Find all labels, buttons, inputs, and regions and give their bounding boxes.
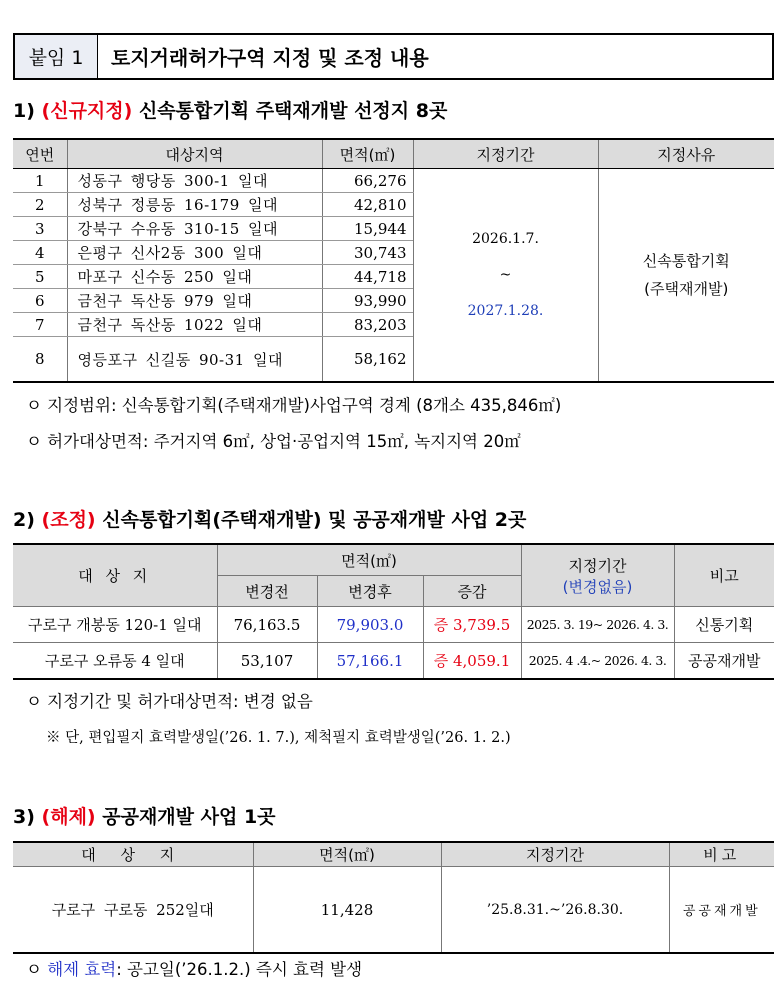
row-area: 30,743 — [322, 241, 413, 265]
row-area: 83,203 — [322, 313, 413, 337]
section2-title: 신속통합기획(주택재개발) 및 공공재개발 사업 2곳 — [102, 509, 527, 531]
col-header-period: 지정기간 — [441, 842, 669, 867]
period-header-note: (변경없음) — [562, 577, 633, 596]
table-row — [13, 867, 774, 954]
page-title: 토지거래허가구역 지정 및 조정 내용 — [111, 46, 429, 70]
table-row — [13, 607, 774, 643]
release-table — [13, 841, 774, 954]
row-no: 8 — [13, 337, 67, 383]
col-header-area: 면적(㎡) — [253, 842, 441, 867]
row-no: 2 — [13, 193, 67, 217]
release-effect-key: 해제 효력 — [47, 960, 117, 979]
row-note: 신통기획 — [674, 607, 774, 643]
release-effect-bullet — [26, 956, 362, 980]
row-period: 2025. 4 .4.~ 2026. 4. 3. — [521, 643, 674, 680]
row-area-before: 76,163.5 — [217, 607, 317, 643]
row-region: 영등포구 신길동 90-31 일대 — [67, 337, 322, 383]
col-header-diff: 증감 — [423, 576, 521, 607]
section1-heading — [13, 96, 447, 123]
row-note: 공공재개발 — [674, 643, 774, 680]
row-target: 구로구 오류동 4 일대 — [13, 643, 217, 680]
row-area: 11,428 — [253, 867, 441, 954]
row-no: 3 — [13, 217, 67, 241]
row-area-after: 79,903.0 — [317, 607, 423, 643]
table-header-row — [13, 842, 774, 867]
footnote: ※ 단, 편입필지 효력발생일(’26. 1. 7.), 제척필지 효력발생일(’26. 1. 2.) — [46, 730, 511, 746]
reason-line1: 신속통합기획 — [642, 252, 730, 270]
section1-title: 신속통합기획 주택재개발 선정지 8곳 — [138, 100, 448, 122]
no-change-bullet: ㅇ 지정기간 및 허가대상면적: 변경 없음 — [26, 692, 313, 711]
release-effect-text: : 공고일(’26.1.2.) 즉시 효력 발생 — [116, 960, 363, 979]
row-no: 6 — [13, 289, 67, 313]
row-area: 44,718 — [322, 265, 413, 289]
col-header-target: 대 상 지 — [13, 842, 253, 867]
row-area: 66,276 — [322, 169, 413, 193]
col-header-target: 대 상 지 — [13, 544, 217, 607]
col-header-reason: 지정사유 — [598, 139, 774, 169]
row-period: ’25.8.31.~’26.8.30. — [441, 867, 669, 954]
new-designation-table — [13, 138, 774, 383]
row-region: 금천구 독산동 979 일대 — [67, 289, 322, 313]
row-region: 은평구 신사2동 300 일대 — [67, 241, 322, 265]
row-area-diff: 증 3,739.5 — [423, 607, 521, 643]
row-region: 성북구 정릉동 16-179 일대 — [67, 193, 322, 217]
row-region: 성동구 행당동 300-1 일대 — [67, 169, 322, 193]
row-target: 구로구 개봉동 120-1 일대 — [13, 607, 217, 643]
section3-number: 3) — [13, 806, 35, 828]
section3-tag: (해제) — [41, 806, 96, 828]
period-end: 2027.1.28. — [467, 303, 544, 319]
row-area: 93,990 — [322, 289, 413, 313]
attachment-label: 붙임 1 — [15, 35, 98, 78]
row-area: 58,162 — [322, 337, 413, 383]
row-no: 4 — [13, 241, 67, 265]
col-header-before: 변경전 — [217, 576, 317, 607]
row-region: 금천구 독산동 1022 일대 — [67, 313, 322, 337]
section1-number: 1) — [13, 100, 35, 122]
period-separator: ~ — [499, 267, 512, 283]
row-no: 7 — [13, 313, 67, 337]
section3-title: 공공재개발 사업 1곳 — [102, 806, 276, 828]
row-period: 2025. 3. 19~ 2026. 4. 3. — [521, 607, 674, 643]
col-header-no: 연번 — [13, 139, 67, 169]
row-region: 마포구 신수동 250 일대 — [67, 265, 322, 289]
col-header-note: 비고 — [674, 544, 774, 607]
permit-area-bullet: ㅇ 허가대상면적: 주거지역 6㎡, 상업·공업지역 15㎡, 녹지지역 20㎡ — [26, 432, 521, 451]
period-start: 2026.1.7. — [472, 231, 539, 247]
row-area-diff: 증 4,059.1 — [423, 643, 521, 680]
designation-scope-bullet: ㅇ 지정범위: 신속통합기획(주택재개발)사업구역 경계 (8개소 435,846㎡) — [26, 396, 562, 415]
section2-number: 2) — [13, 509, 35, 531]
col-header-after: 변경후 — [317, 576, 423, 607]
table-row — [13, 169, 774, 193]
designation-period — [413, 169, 598, 383]
table-row — [13, 643, 774, 680]
table-header-row — [13, 139, 774, 169]
row-area-before: 53,107 — [217, 643, 317, 680]
col-header-region: 대상지역 — [67, 139, 322, 169]
section2-heading — [13, 505, 526, 532]
period-header-label: 지정기간 — [568, 556, 627, 575]
row-no: 5 — [13, 265, 67, 289]
col-header-note: 비고 — [669, 842, 774, 867]
attachment-header — [13, 33, 774, 80]
col-header-area: 면적(㎡) — [217, 544, 521, 576]
row-no: 1 — [13, 169, 67, 193]
col-header-area: 면적(㎡) — [322, 139, 413, 169]
row-area: 15,944 — [322, 217, 413, 241]
designation-reason — [598, 169, 774, 383]
section3-heading — [13, 802, 276, 829]
row-region: 강북구 수유동 310-15 일대 — [67, 217, 322, 241]
bullet-marker: ㅇ — [26, 960, 42, 979]
row-target: 구로구 구로동 252일대 — [51, 901, 214, 919]
row-area: 42,810 — [322, 193, 413, 217]
reason-line2: (주택재개발) — [644, 280, 729, 298]
row-note: 공공재개발 — [669, 867, 774, 954]
col-header-period — [521, 544, 674, 607]
col-header-period: 지정기간 — [413, 139, 598, 169]
row-area-after: 57,166.1 — [317, 643, 423, 680]
section1-tag: (신규지정) — [41, 100, 133, 122]
adjustment-table — [13, 543, 774, 680]
section2-tag: (조정) — [41, 509, 96, 531]
